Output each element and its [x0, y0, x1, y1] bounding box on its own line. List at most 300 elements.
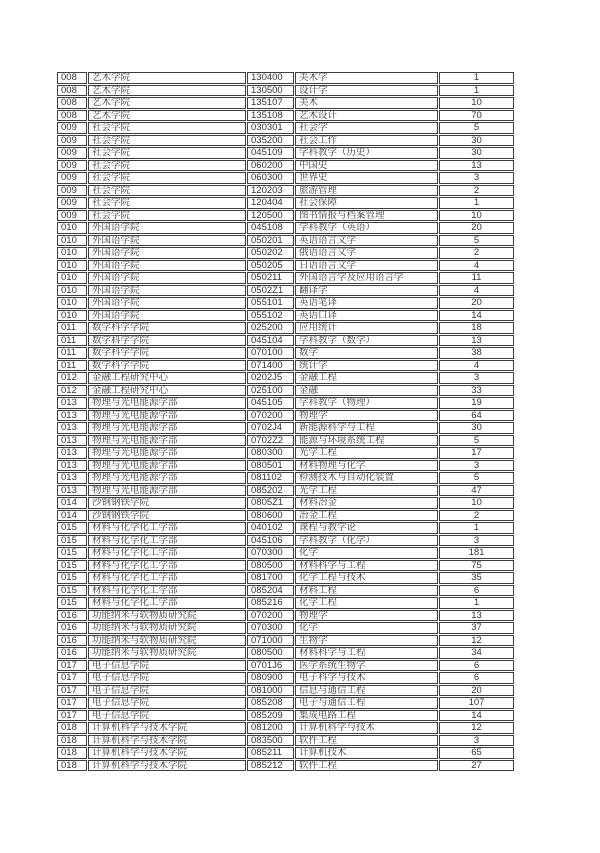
college-code-cell: 018: [57, 760, 87, 772]
college-code-cell: 008: [57, 110, 87, 122]
college-code-cell: 013: [57, 472, 87, 484]
major-name-cell: 材料冶金: [295, 497, 438, 509]
college-name-cell: 电子信息学院: [88, 660, 246, 672]
major-name-cell: 美术: [295, 97, 438, 109]
enrollment-count-cell: 10: [439, 97, 514, 109]
major-code-cell: 0702J4: [247, 422, 294, 434]
enrollment-count-cell: 107: [439, 697, 514, 709]
college-code-cell: 009: [57, 185, 87, 197]
table-row: [57, 172, 514, 184]
college-code-cell: 015: [57, 535, 87, 547]
college-code-cell: 013: [57, 435, 87, 447]
table-row: [57, 310, 514, 322]
college-name-cell: 社会学院: [88, 210, 246, 222]
admissions-table: [56, 71, 515, 772]
major-name-cell: 学科教学（历史）: [295, 147, 438, 159]
college-code-cell: 010: [57, 260, 87, 272]
college-name-cell: 外国语学院: [88, 272, 246, 284]
college-name-cell: 社会学院: [88, 122, 246, 134]
table-row: [57, 747, 514, 759]
college-code-cell: 014: [57, 497, 87, 509]
college-code-cell: 008: [57, 97, 87, 109]
enrollment-count-cell: 64: [439, 410, 514, 422]
college-code-cell: 014: [57, 510, 87, 522]
college-name-cell: 计算机科学与技术学院: [88, 747, 246, 759]
table-row: [57, 147, 514, 159]
major-code-cell: 085212: [247, 760, 294, 772]
major-name-cell: 计算机科学与技术: [295, 722, 438, 734]
major-code-cell: 080501: [247, 460, 294, 472]
college-name-cell: 材料与化学化工学部: [88, 535, 246, 547]
table-row: [57, 85, 514, 97]
table-row: [57, 97, 514, 109]
major-code-cell: 055101: [247, 297, 294, 309]
major-name-cell: 应用统计: [295, 322, 438, 334]
table-row: [57, 360, 514, 372]
college-name-cell: 外国语学院: [88, 235, 246, 247]
enrollment-count-cell: 70: [439, 110, 514, 122]
college-name-cell: 沙钢钢铁学院: [88, 510, 246, 522]
college-code-cell: 013: [57, 410, 87, 422]
major-name-cell: 翻译学: [295, 285, 438, 297]
table-row: [57, 335, 514, 347]
enrollment-count-cell: 1: [439, 597, 514, 609]
college-code-cell: 018: [57, 735, 87, 747]
table-row: [57, 447, 514, 459]
college-code-cell: 018: [57, 747, 87, 759]
college-code-cell: 015: [57, 547, 87, 559]
college-name-cell: 功能纳米与软物质研究院: [88, 622, 246, 634]
college-name-cell: 物理与光电能源学部: [88, 447, 246, 459]
college-name-cell: 计算机科学与技术学院: [88, 735, 246, 747]
major-code-cell: 045106: [247, 535, 294, 547]
major-code-cell: 081000: [247, 685, 294, 697]
major-name-cell: 统计学: [295, 360, 438, 372]
enrollment-count-cell: 1: [439, 72, 514, 84]
major-name-cell: 金融: [295, 385, 438, 397]
major-name-cell: 世界史: [295, 172, 438, 184]
major-name-cell: 金融工程: [295, 372, 438, 384]
major-name-cell: 电子与通信工程: [295, 697, 438, 709]
major-code-cell: 080300: [247, 447, 294, 459]
major-code-cell: 070300: [247, 622, 294, 634]
enrollment-count-cell: 30: [439, 147, 514, 159]
table-row: [57, 697, 514, 709]
table-row: [57, 372, 514, 384]
major-name-cell: 化学工程与技术: [295, 572, 438, 584]
college-name-cell: 电子信息学院: [88, 685, 246, 697]
major-code-cell: 035200: [247, 135, 294, 147]
major-name-cell: 旅游管理: [295, 185, 438, 197]
major-code-cell: 025100: [247, 385, 294, 397]
enrollment-count-cell: 181: [439, 547, 514, 559]
table-row: [57, 535, 514, 547]
major-code-cell: 085202: [247, 485, 294, 497]
college-name-cell: 社会学院: [88, 172, 246, 184]
major-name-cell: 能源与环境系统工程: [295, 435, 438, 447]
college-code-cell: 010: [57, 247, 87, 259]
major-code-cell: 0502Z1: [247, 285, 294, 297]
college-code-cell: 010: [57, 285, 87, 297]
college-code-cell: 011: [57, 322, 87, 334]
enrollment-count-cell: 10: [439, 497, 514, 509]
enrollment-count-cell: 2: [439, 510, 514, 522]
table-row: [57, 572, 514, 584]
major-name-cell: 外国语言学及应用语言学: [295, 272, 438, 284]
college-name-cell: 外国语学院: [88, 310, 246, 322]
enrollment-count-cell: 30: [439, 135, 514, 147]
college-code-cell: 017: [57, 660, 87, 672]
table-row: [57, 560, 514, 572]
enrollment-count-cell: 47: [439, 485, 514, 497]
major-code-cell: 030301: [247, 122, 294, 134]
college-name-cell: 物理与光电能源学部: [88, 410, 246, 422]
table-row: [57, 760, 514, 772]
enrollment-count-cell: 75: [439, 560, 514, 572]
enrollment-count-cell: 20: [439, 222, 514, 234]
enrollment-count-cell: 30: [439, 422, 514, 434]
major-name-cell: 社会工作: [295, 135, 438, 147]
major-code-cell: 081700: [247, 572, 294, 584]
table-row: [57, 610, 514, 622]
college-name-cell: 电子信息学院: [88, 710, 246, 722]
enrollment-count-cell: 11: [439, 272, 514, 284]
major-name-cell: 设计学: [295, 85, 438, 97]
enrollment-count-cell: 1: [439, 85, 514, 97]
enrollment-count-cell: 14: [439, 310, 514, 322]
major-name-cell: 医学系统生物学: [295, 660, 438, 672]
enrollment-count-cell: 12: [439, 635, 514, 647]
table-row: [57, 585, 514, 597]
table-row: [57, 235, 514, 247]
college-name-cell: 外国语学院: [88, 297, 246, 309]
enrollment-count-cell: 3: [439, 735, 514, 747]
enrollment-count-cell: 4: [439, 260, 514, 272]
college-code-cell: 015: [57, 560, 87, 572]
college-name-cell: 艺术学院: [88, 85, 246, 97]
major-code-cell: 081200: [247, 722, 294, 734]
enrollment-count-cell: 6: [439, 585, 514, 597]
college-name-cell: 电子信息学院: [88, 697, 246, 709]
enrollment-count-cell: 1: [439, 197, 514, 209]
enrollment-count-cell: 13: [439, 335, 514, 347]
major-code-cell: 060300: [247, 172, 294, 184]
enrollment-count-cell: 4: [439, 285, 514, 297]
college-name-cell: 电子信息学院: [88, 672, 246, 684]
table-row: [57, 272, 514, 284]
major-name-cell: 计算机技术: [295, 747, 438, 759]
college-code-cell: 009: [57, 147, 87, 159]
college-name-cell: 材料与化学化工学部: [88, 585, 246, 597]
enrollment-count-cell: 2: [439, 247, 514, 259]
table-row: [57, 122, 514, 134]
college-name-cell: 艺术学院: [88, 97, 246, 109]
major-name-cell: 物理学: [295, 610, 438, 622]
college-name-cell: 物理与光电能源学部: [88, 472, 246, 484]
college-code-cell: 010: [57, 222, 87, 234]
college-code-cell: 017: [57, 710, 87, 722]
major-code-cell: 025200: [247, 322, 294, 334]
college-name-cell: 物理与光电能源学部: [88, 460, 246, 472]
major-code-cell: 130400: [247, 72, 294, 84]
major-code-cell: 083500: [247, 735, 294, 747]
table-row: [57, 247, 514, 259]
enrollment-count-cell: 13: [439, 610, 514, 622]
college-code-cell: 016: [57, 610, 87, 622]
college-name-cell: 物理与光电能源学部: [88, 485, 246, 497]
table-row: [57, 435, 514, 447]
college-code-cell: 017: [57, 685, 87, 697]
major-code-cell: 085204: [247, 585, 294, 597]
enrollment-count-cell: 20: [439, 297, 514, 309]
major-code-cell: 045109: [247, 147, 294, 159]
major-name-cell: 中国史: [295, 160, 438, 172]
major-name-cell: 俄语语言文学: [295, 247, 438, 259]
major-code-cell: 085209: [247, 710, 294, 722]
major-name-cell: 化学: [295, 622, 438, 634]
table-row: [57, 222, 514, 234]
major-code-cell: 050205: [247, 260, 294, 272]
college-code-cell: 015: [57, 572, 87, 584]
table-row: [57, 322, 514, 334]
table-row: [57, 622, 514, 634]
major-name-cell: 材料物理与化学: [295, 460, 438, 472]
table-row: [57, 510, 514, 522]
table-row: [57, 285, 514, 297]
major-code-cell: 0702Z2: [247, 435, 294, 447]
college-code-cell: 015: [57, 585, 87, 597]
major-name-cell: 课程与教学论: [295, 522, 438, 534]
table-row: [57, 347, 514, 359]
table-row: [57, 710, 514, 722]
major-name-cell: 光学工程: [295, 447, 438, 459]
college-name-cell: 物理与光电能源学部: [88, 422, 246, 434]
enrollment-count-cell: 5: [439, 472, 514, 484]
major-name-cell: 材料工程: [295, 585, 438, 597]
major-name-cell: 英语口译: [295, 310, 438, 322]
enrollment-count-cell: 5: [439, 435, 514, 447]
college-name-cell: 社会学院: [88, 185, 246, 197]
enrollment-count-cell: 34: [439, 647, 514, 659]
major-name-cell: 物理学: [295, 410, 438, 422]
major-code-cell: 0805Z1: [247, 497, 294, 509]
major-code-cell: 040102: [247, 522, 294, 534]
table-row: [57, 197, 514, 209]
table-row: [57, 110, 514, 122]
college-code-cell: 013: [57, 447, 87, 459]
major-code-cell: 070200: [247, 410, 294, 422]
college-code-cell: 009: [57, 210, 87, 222]
college-code-cell: 016: [57, 622, 87, 634]
table-row: [57, 672, 514, 684]
enrollment-count-cell: 35: [439, 572, 514, 584]
major-code-cell: 120500: [247, 210, 294, 222]
college-code-cell: 010: [57, 297, 87, 309]
major-name-cell: 光学工程: [295, 485, 438, 497]
major-code-cell: 130500: [247, 85, 294, 97]
major-code-cell: 080500: [247, 560, 294, 572]
enrollment-count-cell: 17: [439, 447, 514, 459]
college-code-cell: 009: [57, 172, 87, 184]
college-name-cell: 金融工程研究中心: [88, 385, 246, 397]
major-name-cell: 化学工程: [295, 597, 438, 609]
college-code-cell: 013: [57, 460, 87, 472]
college-code-cell: 011: [57, 360, 87, 372]
major-code-cell: 085216: [247, 597, 294, 609]
enrollment-count-cell: 20: [439, 685, 514, 697]
enrollment-count-cell: 3: [439, 172, 514, 184]
college-code-cell: 010: [57, 235, 87, 247]
major-code-cell: 045105: [247, 397, 294, 409]
major-name-cell: 社会保障: [295, 197, 438, 209]
college-code-cell: 013: [57, 422, 87, 434]
table-row: [57, 722, 514, 734]
major-name-cell: 学科教学（英语）: [295, 222, 438, 234]
major-code-cell: 080600: [247, 510, 294, 522]
enrollment-count-cell: 65: [439, 747, 514, 759]
major-name-cell: 英语语言文学: [295, 235, 438, 247]
table-row: [57, 497, 514, 509]
college-name-cell: 社会学院: [88, 135, 246, 147]
college-code-cell: 012: [57, 385, 87, 397]
college-name-cell: 金融工程研究中心: [88, 372, 246, 384]
major-code-cell: 085208: [247, 697, 294, 709]
major-name-cell: 软件工程: [295, 760, 438, 772]
enrollment-count-cell: 10: [439, 210, 514, 222]
college-code-cell: 013: [57, 485, 87, 497]
major-code-cell: 085211: [247, 747, 294, 759]
college-code-cell: 016: [57, 647, 87, 659]
major-name-cell: 美术学: [295, 72, 438, 84]
college-name-cell: 艺术学院: [88, 110, 246, 122]
table-row: [57, 485, 514, 497]
major-name-cell: 图书情报与档案管理: [295, 210, 438, 222]
college-code-cell: 010: [57, 310, 87, 322]
enrollment-count-cell: 37: [439, 622, 514, 634]
table-row: [57, 72, 514, 84]
major-name-cell: 化学: [295, 547, 438, 559]
major-code-cell: 050202: [247, 247, 294, 259]
major-name-cell: 数学: [295, 347, 438, 359]
college-code-cell: 008: [57, 72, 87, 84]
major-code-cell: 071400: [247, 360, 294, 372]
enrollment-count-cell: 12: [439, 722, 514, 734]
major-name-cell: 社会学: [295, 122, 438, 134]
college-name-cell: 计算机科学与技术学院: [88, 760, 246, 772]
major-name-cell: 材料科学与工程: [295, 647, 438, 659]
college-name-cell: 社会学院: [88, 147, 246, 159]
table-row: [57, 735, 514, 747]
table-row: [57, 410, 514, 422]
college-name-cell: 社会学院: [88, 160, 246, 172]
table-row: [57, 397, 514, 409]
college-name-cell: 材料与化学化工学部: [88, 560, 246, 572]
college-name-cell: 计算机科学与技术学院: [88, 722, 246, 734]
enrollment-count-cell: 27: [439, 760, 514, 772]
major-code-cell: 045108: [247, 222, 294, 234]
major-name-cell: 冶金工程: [295, 510, 438, 522]
enrollment-count-cell: 6: [439, 660, 514, 672]
college-name-cell: 艺术学院: [88, 72, 246, 84]
major-name-cell: 软件工程: [295, 735, 438, 747]
major-code-cell: 050211: [247, 272, 294, 284]
college-code-cell: 009: [57, 197, 87, 209]
enrollment-count-cell: 3: [439, 372, 514, 384]
major-name-cell: 集成电路工程: [295, 710, 438, 722]
major-code-cell: 070100: [247, 347, 294, 359]
major-code-cell: 080900: [247, 672, 294, 684]
college-name-cell: 社会学院: [88, 197, 246, 209]
college-name-cell: 功能纳米与软物质研究院: [88, 647, 246, 659]
table-row: [57, 260, 514, 272]
college-name-cell: 外国语学院: [88, 222, 246, 234]
college-name-cell: 外国语学院: [88, 260, 246, 272]
college-code-cell: 018: [57, 722, 87, 734]
major-name-cell: 学科教学（数学）: [295, 335, 438, 347]
college-name-cell: 数学科学学院: [88, 360, 246, 372]
college-name-cell: 数学科学学院: [88, 347, 246, 359]
college-name-cell: 数学科学学院: [88, 322, 246, 334]
table-body: [57, 72, 514, 771]
enrollment-count-cell: 18: [439, 322, 514, 334]
table-row: [57, 160, 514, 172]
major-code-cell: 050201: [247, 235, 294, 247]
college-code-cell: 009: [57, 135, 87, 147]
major-code-cell: 120404: [247, 197, 294, 209]
college-name-cell: 物理与光电能源学部: [88, 435, 246, 447]
major-code-cell: 0202J5: [247, 372, 294, 384]
table-row: [57, 210, 514, 222]
table-row: [57, 472, 514, 484]
college-code-cell: 009: [57, 160, 87, 172]
table-row: [57, 635, 514, 647]
major-name-cell: 学科教学（物理）: [295, 397, 438, 409]
college-code-cell: 010: [57, 272, 87, 284]
major-code-cell: 080500: [247, 647, 294, 659]
enrollment-count-cell: 4: [439, 360, 514, 372]
college-code-cell: 017: [57, 697, 87, 709]
major-code-cell: 0701J6: [247, 660, 294, 672]
major-code-cell: 070200: [247, 610, 294, 622]
major-code-cell: 045104: [247, 335, 294, 347]
major-code-cell: 081102: [247, 472, 294, 484]
table-row: [57, 297, 514, 309]
college-name-cell: 外国语学院: [88, 247, 246, 259]
college-code-cell: 009: [57, 122, 87, 134]
enrollment-count-cell: 38: [439, 347, 514, 359]
college-name-cell: 功能纳米与软物质研究院: [88, 635, 246, 647]
college-code-cell: 015: [57, 522, 87, 534]
table-row: [57, 685, 514, 697]
major-name-cell: 电子科学与技术: [295, 672, 438, 684]
college-code-cell: 015: [57, 597, 87, 609]
major-name-cell: 材料科学与工程: [295, 560, 438, 572]
table-row: [57, 597, 514, 609]
enrollment-count-cell: 14: [439, 710, 514, 722]
enrollment-count-cell: 13: [439, 160, 514, 172]
college-code-cell: 017: [57, 672, 87, 684]
table-row: [57, 385, 514, 397]
major-name-cell: 生物学: [295, 635, 438, 647]
enrollment-count-cell: 6: [439, 672, 514, 684]
college-name-cell: 外国语学院: [88, 285, 246, 297]
college-code-cell: 011: [57, 347, 87, 359]
major-name-cell: 艺术设计: [295, 110, 438, 122]
college-name-cell: 材料与化学化工学部: [88, 572, 246, 584]
major-name-cell: 英语笔译: [295, 297, 438, 309]
major-code-cell: 135107: [247, 97, 294, 109]
enrollment-count-cell: 33: [439, 385, 514, 397]
